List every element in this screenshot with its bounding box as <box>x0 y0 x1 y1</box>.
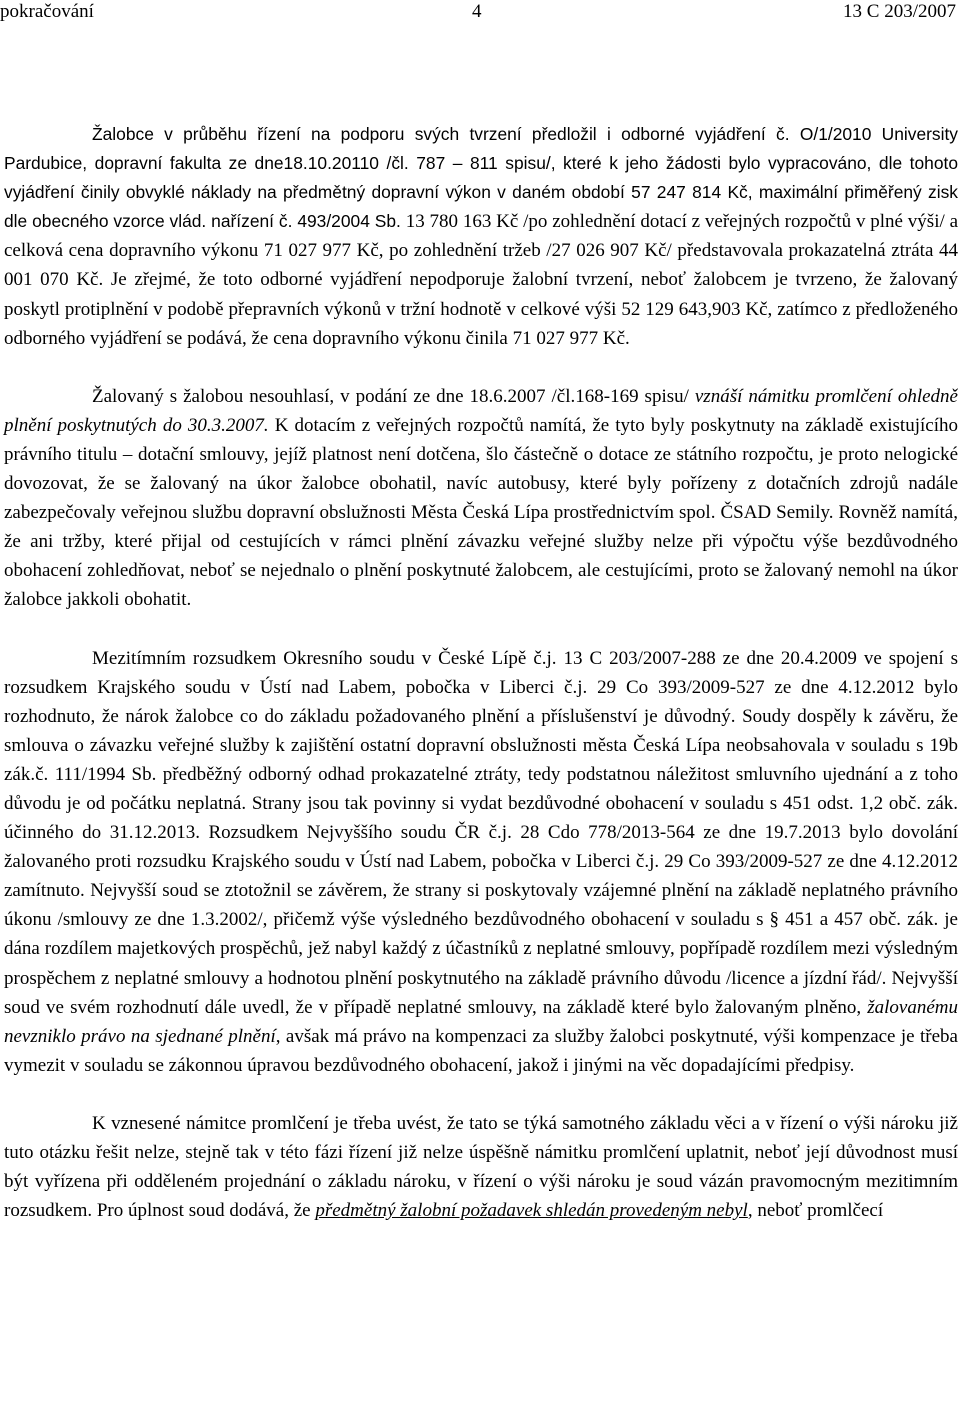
paragraph-text: 787 – 811 spisu/, které k jeho žádosti bylo vypracováno, dle tohoto vyjádření činily obvyklé náklady na předmětný dopravní výkon v daném období 57 247 814 Kč, maximální přiměřený zisk dle obecného vzorce vlád. nařízení č. 493/2004 Sb. <box>4 153 958 232</box>
paragraph-text: Mezitímním rozsudkem Okresního soudu v České Lípě č.j. 13 C 203/2007-288 ze dne 20.4.2009 ve spojení s rozsudkem Krajského soudu v Ústí nad Labem, pobočka v Liberci č.j. 29 Co 393/2009-527 ze dne 4.12.2012 bylo rozhodnuto, že nárok žalobce co do základu požadovaného plnění a příslušenství je důvodný. Soudy dospěly k závěru, že smlouva o závazku veřejné služby k zajištění ostatní dopravní obslužnosti města Česká Lípa neobsahovala v souladu s 19b zák.č. 111/1994 Sb. předběžný odborný odhad prokazatelné ztráty, tedy podstatnou náležitost smluvního ujednání a z toho důvodu je od počátku neplatná. Strany jsou tak povinny si vydat bezdůvodné obohacení v souladu s 451 odst. 1,2 obč. zák. účinného do 31.12.2013. Rozsudkem Nejvyššího soudu ČR č.j. 28 Cdo 778/2013-564 ze dne 19.7.2013 bylo dovolání žalovaného proti rozsudku Krajského soudu v Ústí nad Labem, pobočka v Liberci č.j. 29 Co 393/2009-527 ze dne 4.12.2012 zamítnuto. Nejvyšší soud se ztotožnil se závěrem, že strany si poskytovaly vzájemné plnění na základě neplatného právního úkonu /smlouvy ze dne 1.3.2002/, přičemž výše výsledného bezdůvodného obohacení v souladu s § 451 a 457 obč. zák. je dána rozdílem majetkových prospěchů, jež nabyl každý z účastníků z neplatné smlouvy, popřípadě rozdílem mezi výsledným prospěchem z neplatné smlouvy a hodnotou plnění poskytnutého na základě právního důvodu /licence a jízdní řád/. Nejvyšší soud ve svém rozhodnutí dále uvedl, že v případě neplatné smlouvy, na základě které bylo žalovaným plněno, <box>4 647 958 1018</box>
header-continuation-label: pokračování <box>0 1 94 22</box>
paragraph-text: K vznesené námitce promlčení je třeba uvést, že tato se týká samotného základu věci a v řízení o výši nároku již tuto otázku řešit nelze, stejně tak v této fázi řízení již nelze úspěšně námitku promlčení uplatnit, neboť její důvodnost musí být vyřízena při odděleném projednání o základu nároku, v řízení o výši nároku je soud vázán pravomocným mezitimním rozsudkem. Pro úplnost soud dodává, že <box>4 1112 958 1222</box>
paragraph-interim-judgment <box>4 644 958 1080</box>
paragraph-text: Žalovaný s žalobou nesouhlasí, v podání ze dne 18.6.2007 /čl.168-169 spisu/ <box>92 385 695 407</box>
paragraph-limitation-objection <box>4 1109 958 1225</box>
paragraph-italic-underlined-text: předmětný žalobní požadavek shledán provedeným nebyl <box>315 1200 748 1222</box>
paragraph-text: , neboť promlčecí <box>747 1200 884 1222</box>
page-header <box>0 0 960 30</box>
paragraph-text: 13 780 163 Kč /po zohlednění dotací z veřejných rozpočtů v plné výši/ a celková cena dopravního výkonu 71 027 977 Kč, po zohlednění tržeb /27 026 907 Kč/ představovala prokazatelná ztráta 44 001 070 Kč. <box>4 211 959 291</box>
paragraph-defendant-response <box>4 382 958 615</box>
paragraph-text: Žalobce v průběhu řízení na podporu svých tvrzení předložil i odborné vyjádření č. O/1/2010 University Pardubice, dopravní fakulta ze dne18.10.20110 /čl. <box>4 124 958 174</box>
case-number: 13 C 203/2007 <box>843 1 956 22</box>
paragraph-text: Je zřejmé, že toto odborné vyjádření nepodporuje žalobní tvrzení, neboť žalobcem je tvrzeno, že žalovaný poskytl protiplnění v podobě přepravních výkonů v tržní hodnotě v celkové výši 52 129 643,903 Kč, zatímco z předloženého odborného vyjádření se podává, že cena dopravního výkonu činila 71 027 977 Kč. <box>4 269 959 349</box>
paragraph-text: , avšak má právo na kompenzaci za služby žalobci poskytnuté, výši kompenzace je třeba vymezit v souladu se zákonnou úpravou bezdůvodného obohacení, jakož i jinými na věc dopadajícími předpisy. <box>4 1025 958 1076</box>
paragraph-text: K dotacím z veřejných rozpočtů namítá, že tyto byly poskytnuty na základě existujícího právního titulu – dotační smlouvy, jejíž platnost není dotčena, šlo částečně o dotace ze státního rozpočtu, je proto nelogické dovozovat, že se žalovaný na úkor žalobce obohatil, navíc autobusy, které byly pořízeny z dotačních zdrojů nadále zabezpečovaly veřejnou službu dopravní obslužnosti Města Česká Lípa prostřednictvím spol. ČSAD Semily. Rovněž namítá, že ani tržby, které přijal od cestujících v rámci plnění závazku veřejné služby nelze při výpočtu výše bezdůvodného obohacení zohledňovat, neboť se nejednalo o plnění poskytnuté žalobcem, ale cestujícími, proto se žalovaný nemohl na úkor žalobce jakkoli obohatit. <box>4 414 958 611</box>
paragraph-italic-text: žalovanému nevzniklo právo na sjednané plnění <box>4 996 958 1047</box>
paragraph-italic-text: vznáší námitku promlčení ohledně plnění poskytnutých do 30.3.2007. <box>4 385 958 436</box>
paragraph-expert-opinion <box>4 120 958 353</box>
page-number: 4 <box>472 1 482 22</box>
document-body <box>4 120 958 1225</box>
